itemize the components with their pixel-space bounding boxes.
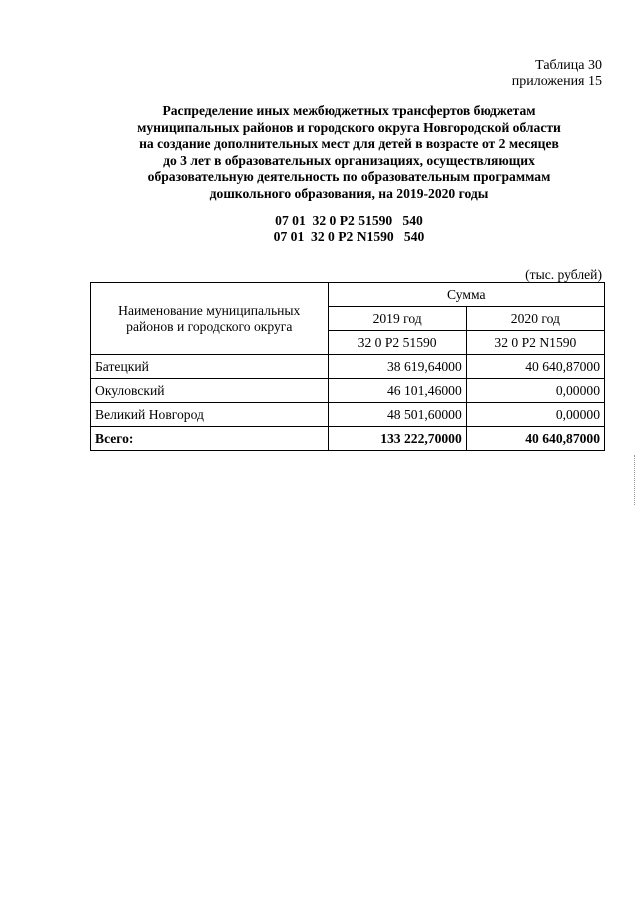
- appendix-number: приложения 15: [511, 74, 602, 89]
- table-reference: [512, 58, 602, 90]
- title-line: дошкольного образования, на 2019-2020 годы: [209, 185, 489, 201]
- title-line: Распределение иных межбюджетных трансфертов бюджетам: [162, 103, 536, 118]
- row-value-2020: 0,00000: [466, 379, 604, 403]
- units-label: (тыс. рублей): [525, 267, 602, 282]
- scan-edge-marks: [634, 455, 638, 505]
- column-code-2019: 32 0 Р2 51590: [328, 331, 466, 355]
- column-header-sum: Сумма: [328, 283, 604, 307]
- title-line: муниципальных районов и городского округа Новгородской области: [137, 119, 561, 135]
- document-title: [90, 103, 608, 202]
- table-row: [91, 379, 605, 403]
- row-name: Великий Новгород: [91, 403, 329, 427]
- column-code-2020: 32 0 Р2 N1590: [466, 331, 604, 355]
- row-value-2020: 0,00000: [466, 403, 604, 427]
- title-line: до 3 лет в образовательных организациях, осуществляющих: [163, 152, 535, 168]
- row-value-2020: 40 640,87000: [466, 355, 604, 379]
- table-number: Таблица 30: [535, 58, 602, 73]
- budget-code-line: 07 01 32 0 Р2 51590 540: [275, 213, 423, 228]
- header-row: [91, 283, 605, 307]
- transfers-table: [90, 282, 605, 451]
- column-header-name: Наименование муниципальных районов и городского округа: [91, 283, 329, 355]
- total-value-2019: 133 222,70000: [328, 427, 466, 451]
- column-header-2019: 2019 год: [328, 307, 466, 331]
- total-row: [91, 427, 605, 451]
- table-row: [91, 403, 605, 427]
- row-name: Окуловский: [91, 379, 329, 403]
- row-name: Батецкий: [91, 355, 329, 379]
- row-value-2019: 48 501,60000: [328, 403, 466, 427]
- budget-code-line: 07 01 32 0 Р2 N1590 540: [273, 229, 425, 244]
- budget-codes: [90, 213, 608, 245]
- row-value-2019: 46 101,46000: [328, 379, 466, 403]
- total-label: Всего:: [91, 427, 329, 451]
- column-header-2020: 2020 год: [466, 307, 604, 331]
- table-row: [91, 355, 605, 379]
- title-line: образовательную деятельность по образовательным программам: [147, 169, 551, 184]
- row-value-2019: 38 619,64000: [328, 355, 466, 379]
- title-line: на создание дополнительных мест для детей в возрасте от 2 месяцев: [139, 136, 559, 151]
- total-value-2020: 40 640,87000: [466, 427, 604, 451]
